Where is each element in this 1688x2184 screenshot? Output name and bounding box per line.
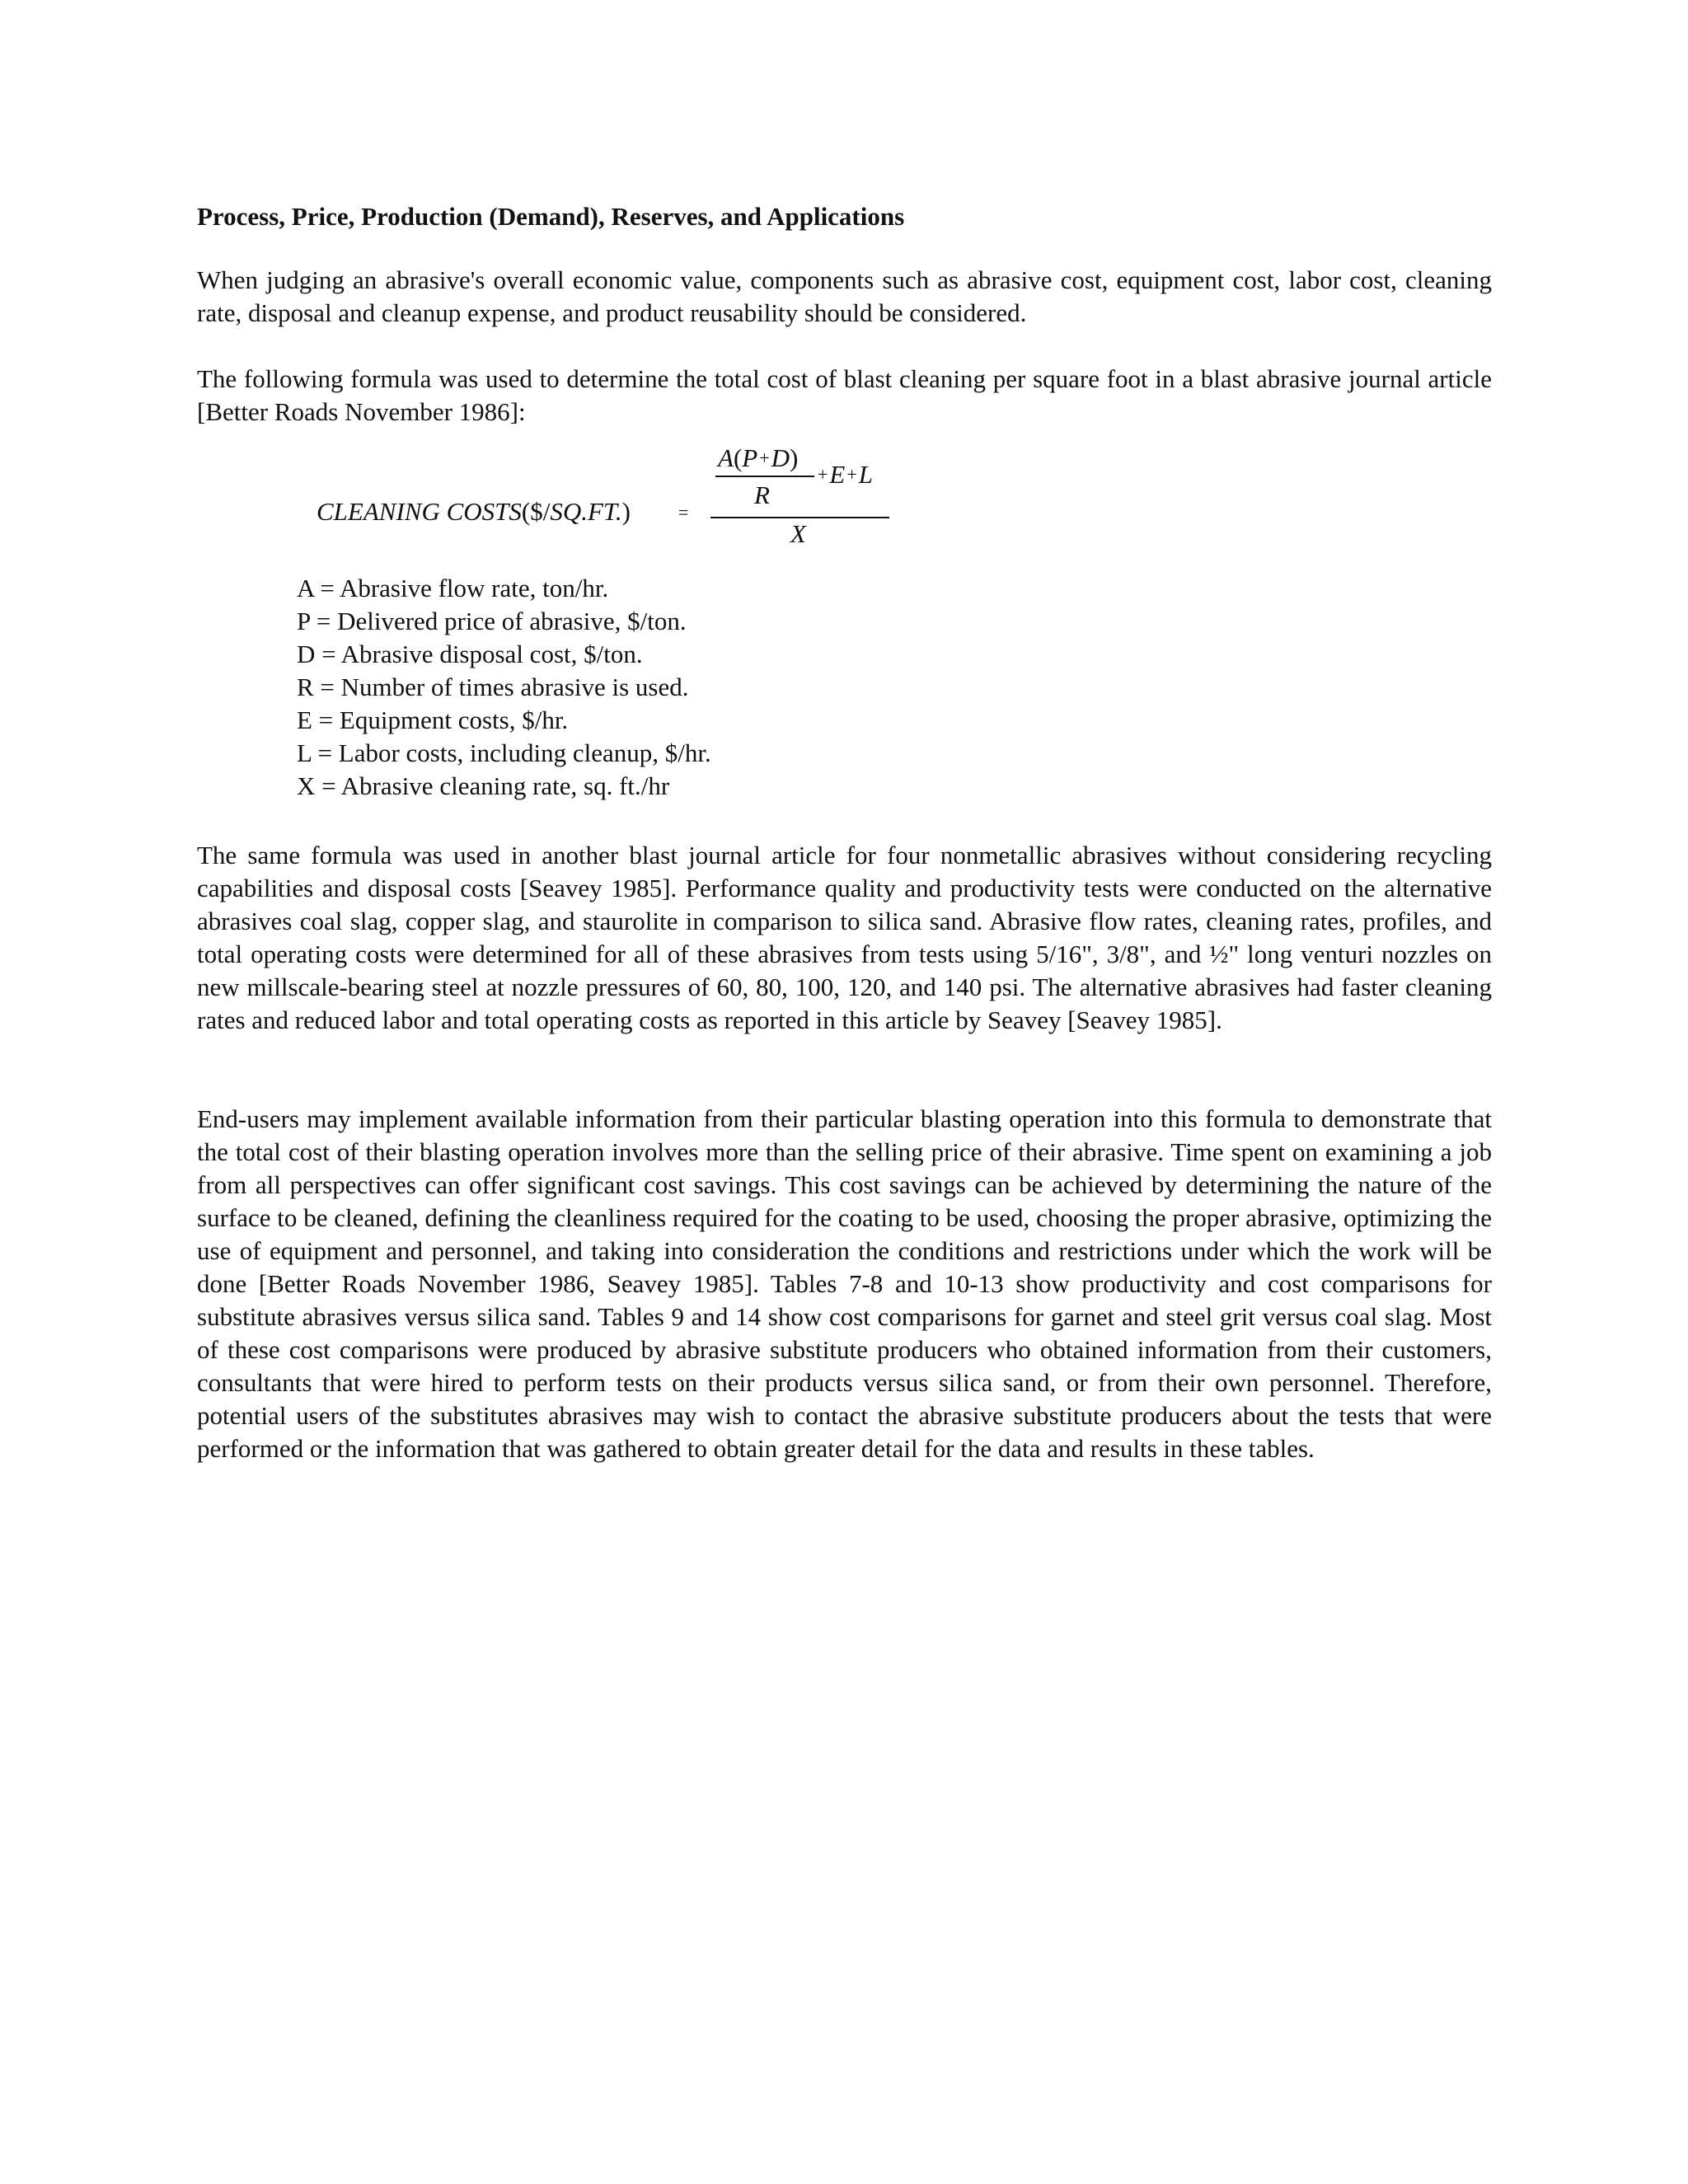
formula-plus-inner: +: [759, 448, 770, 468]
formula-var-e: E: [829, 460, 846, 489]
formula-var-l: L: [858, 460, 874, 489]
formula-var-x: X: [790, 519, 806, 548]
formula-plus-2: +: [846, 464, 857, 485]
formula-var-a: A: [718, 443, 734, 472]
formula-main-fraction-bar: [710, 517, 889, 518]
paragraph-formula-intro: The following formula was used to determine the total cost of blast cleaning per square foot in a blast abrasive journal article [Better Roads November 1986]:: [197, 364, 1492, 426]
legend-item-l: L = Labor costs, including cleanup, $/hr.: [297, 738, 711, 767]
paragraph-economic-value: When judging an abrasive's overall economic value, components such as abrasive cost, equipment cost, labor cost, cleaning rate, disposal and cleanup expense, and product reusability should be considered.: [197, 265, 1492, 327]
formula-lhs-close: ): [621, 497, 631, 526]
formula-var-r: R: [754, 480, 770, 509]
formula-plus-1: +: [818, 464, 828, 485]
formula-variable-legend: [297, 572, 711, 803]
formula-lhs-label: CLEANING COSTS: [316, 497, 522, 526]
paragraph-end-users: End-users may implement available information from their particular blasting operation into this formula to demonstrate that the total cost of their blasting operation involves more than the selling price of their abrasive. Time spent on examining a job from all perspectives can offer significant cost savings. This cost savings can be achieved by determining the nature of the surface to be cleaned, defining the cleanliness required for the coating to be used, choosing the proper abrasive, optimizing the use of equipment and personnel, and taking into consideration the conditions and restrictions under which the work will be done [Better Roads November 1986, Seavey 1985]. Tables 7-8 and 10-13 show productivity and cost comparisons for substitute abrasives versus silica sand. Tables 9 and 14 show cost comparisons for garnet and steel grit versus coal slag. Most of these cost comparisons were produced by abrasive substitute producers who obtained information from their customers, consultants that were hired to perform tests on their products versus silica sand, or from their own personnel. Therefore, potential users of the substitutes abrasives may wish to contact the abrasive substitute producers about the tests that were performed or the information that was gathered to obtain greater detail for the data and results in these tables.: [197, 1104, 1492, 1463]
formula-paren-close: ): [790, 443, 799, 472]
formula-paren-open: (: [733, 443, 743, 472]
legend-item-r: R = Number of times abrasive is used.: [297, 673, 689, 701]
section-heading: Process, Price, Production (Demand), Reserves, and Applications: [197, 202, 905, 231]
legend-item-x: X = Abrasive cleaning rate, sq. ft./hr: [297, 771, 670, 800]
legend-item-a: A = Abrasive flow rate, ton/hr.: [297, 574, 609, 602]
paragraph-seavey-study: The same formula was used in another blast journal article for four nonmetallic abrasives without considering recycling capabilities and disposal costs [Seavey 1985]. Performance quality and productivity tests were conducted on the alternative abrasives coal slag, copper slag, and staurolite in comparison to silica sand. Abrasive flow rates, cleaning rates, profiles, and total operating costs were determined for all of these abrasives from tests using 5/16", 3/8", and ½" long venturi nozzles on new millscale-bearing steel at nozzle pressures of 60, 80, 100, 120, and 140 psi. The alternative abrasives had faster cleaning rates and reduced labor and total operating costs as reported in this article by Seavey [Seavey 1985].: [197, 841, 1492, 1034]
formula-lhs-unit-open: ($/: [521, 497, 551, 526]
formula-inner-numerator: [718, 443, 798, 473]
formula-var-d: D: [771, 443, 790, 472]
formula-equals: =: [678, 502, 689, 523]
formula-var-p: P: [742, 443, 758, 472]
formula-lhs-unit: SQ.FT.: [550, 497, 622, 526]
legend-item-p: P = Delivered price of abrasive, $/ton.: [297, 607, 687, 635]
legend-item-d: D = Abrasive disposal cost, $/ton.: [297, 640, 643, 668]
formula-lhs: [316, 497, 631, 527]
formula-inner-fraction-bar: [715, 476, 814, 477]
formula-additive-terms: [816, 460, 873, 490]
legend-item-e: E = Equipment costs, $/hr.: [297, 705, 569, 734]
